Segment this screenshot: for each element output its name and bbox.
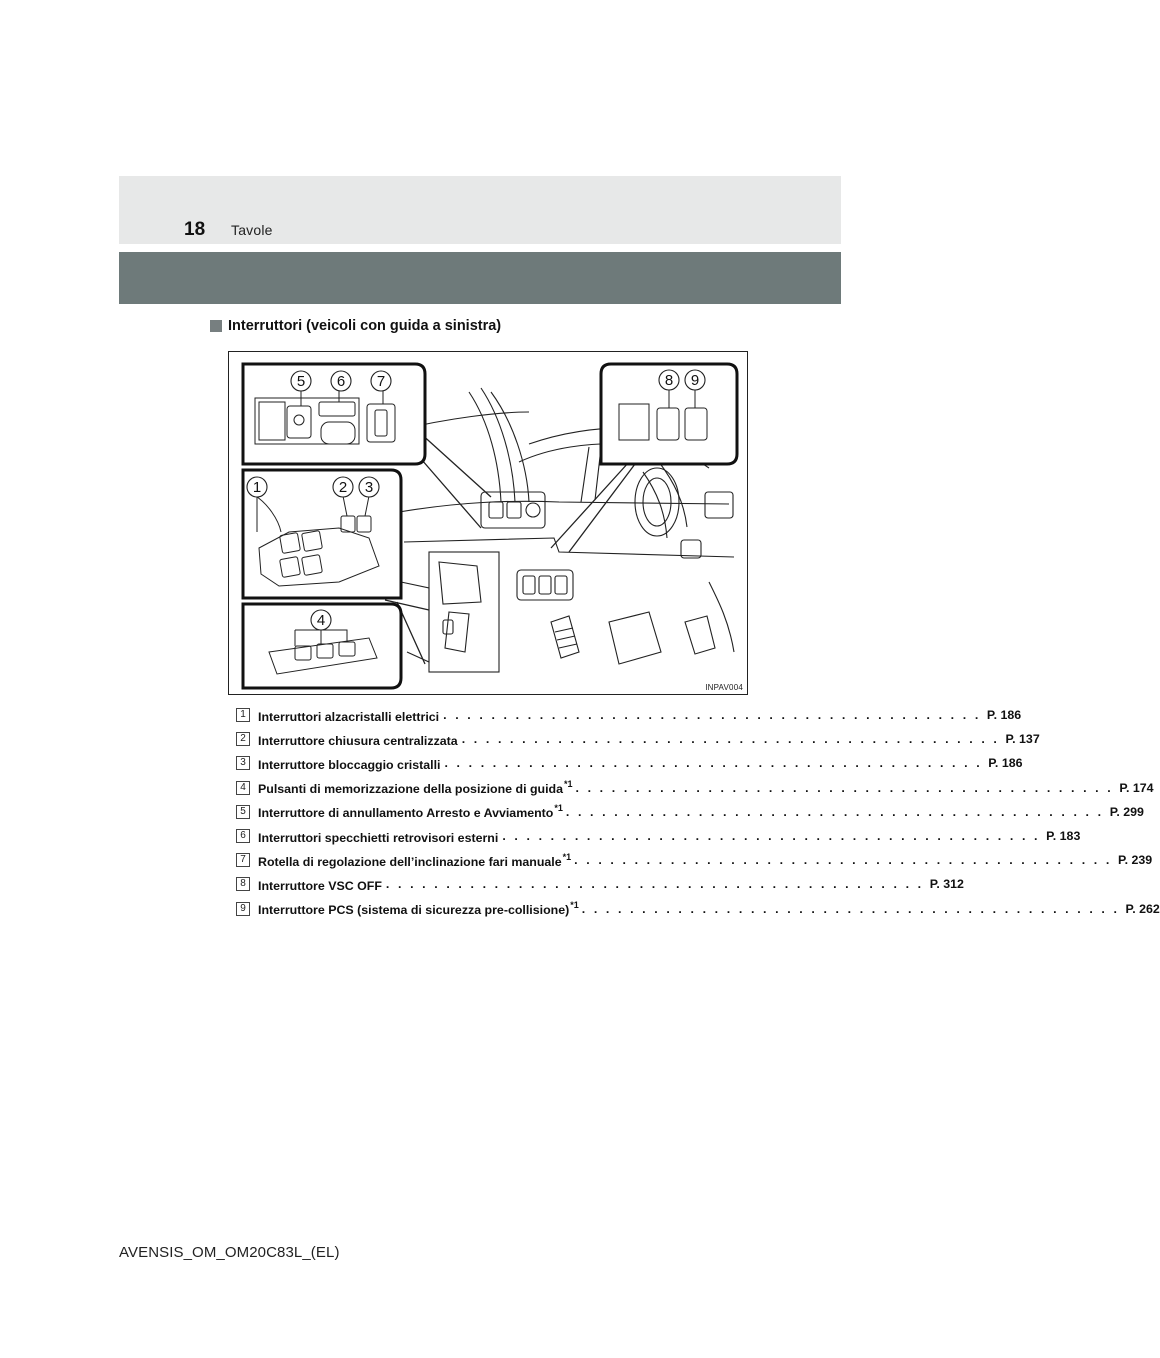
inset-mirror-switches — [243, 364, 425, 464]
list-item — [236, 800, 1144, 824]
callout-1: 1 — [252, 479, 262, 496]
callout-5: 5 — [296, 373, 306, 390]
item-number: 7 — [236, 853, 250, 867]
item-number: 4 — [236, 781, 250, 795]
leader-dots: . . . . . . . . . . . . . . . . . . . . . . . . . . . . . . . . . . . . . . . . . . . . . — [574, 853, 1112, 868]
callout-2: 2 — [338, 479, 348, 496]
inset-memory-buttons — [243, 604, 401, 688]
page-reference-link[interactable]: P. 174 — [1119, 780, 1154, 795]
switches-illustration — [228, 351, 748, 695]
leader-dots: . . . . . . . . . . . . . . . . . . . . . . . . . . . . . . . . . . . . . . . . . . . . . — [502, 829, 1041, 844]
item-label: Interruttore PCS (sistema di sicurezza pre-collisione)$^{*1}$ — [258, 900, 579, 918]
callout-9: 9 — [690, 372, 700, 389]
chapter-title: Tavole — [231, 222, 273, 238]
section-title: Interruttori (veicoli con guida a sinistra) — [228, 318, 502, 334]
list-item — [236, 824, 1081, 848]
item-number: 5 — [236, 805, 250, 819]
page-reference-link[interactable]: P. 186 — [986, 708, 1022, 723]
item-label: Interruttore VSC OFF — [258, 878, 382, 893]
switches-illustration-svg — [229, 352, 747, 694]
page-reference-link[interactable]: P. 262 — [1125, 901, 1160, 916]
item-label: Interruttori specchietti retrovisori esterni — [258, 830, 499, 845]
item-list — [236, 703, 1160, 921]
page-reference-link[interactable]: P. 186 — [988, 756, 1023, 771]
callout-8: 8 — [664, 372, 674, 389]
list-item — [236, 703, 1022, 727]
callout-3: 3 — [364, 479, 374, 496]
item-number: 6 — [236, 829, 250, 843]
callout-6: 6 — [336, 373, 346, 390]
page-reference-link[interactable]: P. 299 — [1109, 804, 1144, 819]
item-number: 8 — [236, 877, 250, 891]
leader-dots: . . . . . . . . . . . . . . . . . . . . . . . . . . . . . . . . . . . . . . . . . . . . . — [461, 732, 1000, 747]
item-label: Interruttore chiusura centralizzata — [258, 733, 458, 748]
leader-dots: . . . . . . . . . . . . . . . . . . . . . . . . . . . . . . . . . . . . . . . . . . . . . — [443, 708, 981, 723]
callout-4: 4 — [316, 612, 326, 629]
inset-vsc-pcs-switches — [601, 364, 737, 464]
leader-dots: . . . . . . . . . . . . . . . . . . . . . . . . . . . . . . . . . . . . . . . . . . . . . — [581, 901, 1120, 916]
item-label: Interruttore di annullamento Arresto e Avviamento$^{*1}$ — [258, 803, 563, 821]
list-item — [236, 727, 1040, 751]
item-label: Interruttore bloccaggio cristalli — [258, 757, 441, 772]
item-label: Pulsanti di memorizzazione della posizione di guida$^{*1}$ — [258, 779, 573, 797]
list-item — [236, 751, 1023, 775]
page-reference-link[interactable]: P. 183 — [1046, 829, 1081, 844]
item-number: 9 — [236, 902, 250, 916]
leader-dots: . . . . . . . . . . . . . . . . . . . . . . . . . . . . . . . . . . . . . . . . . . . . . — [575, 780, 1114, 795]
item-label: Rotella di regolazione dell’inclinazione fari manuale$^{*1}$ — [258, 851, 572, 869]
item-number: 3 — [236, 756, 250, 770]
leader-dots: . . . . . . . . . . . . . . . . . . . . . . . . . . . . . . . . . . . . . . . . . . . . . — [444, 756, 983, 771]
page-reference-link[interactable]: P. 312 — [929, 877, 964, 892]
section-heading — [210, 318, 501, 334]
list-item — [236, 776, 1154, 800]
item-number: 2 — [236, 732, 250, 746]
callout-7: 7 — [376, 373, 386, 390]
header-band — [119, 176, 841, 244]
list-item — [236, 897, 1160, 921]
header-bar — [119, 252, 841, 304]
leader-dots: . . . . . . . . . . . . . . . . . . . . . . . . . . . . . . . . . . . . . . . . . . . . . — [385, 877, 924, 892]
footer-doc-code: AVENSIS_OM_OM20C83L_(EL) — [119, 1244, 340, 1261]
square-bullet-icon — [210, 320, 222, 332]
figure-code: INPAV004 — [705, 683, 743, 692]
item-number: 1 — [236, 708, 250, 722]
list-item — [236, 848, 1153, 872]
page-number: 18 — [184, 219, 206, 240]
page-reference-link[interactable]: P. 239 — [1117, 853, 1153, 868]
inset-window-switches — [243, 470, 401, 598]
page-reference-link[interactable]: P. 137 — [1005, 732, 1040, 747]
list-item — [236, 872, 964, 896]
leader-dots: . . . . . . . . . . . . . . . . . . . . . . . . . . . . . . . . . . . . . . . . . . . . . — [565, 804, 1104, 819]
item-label: Interruttori alzacristalli elettrici — [258, 709, 440, 724]
